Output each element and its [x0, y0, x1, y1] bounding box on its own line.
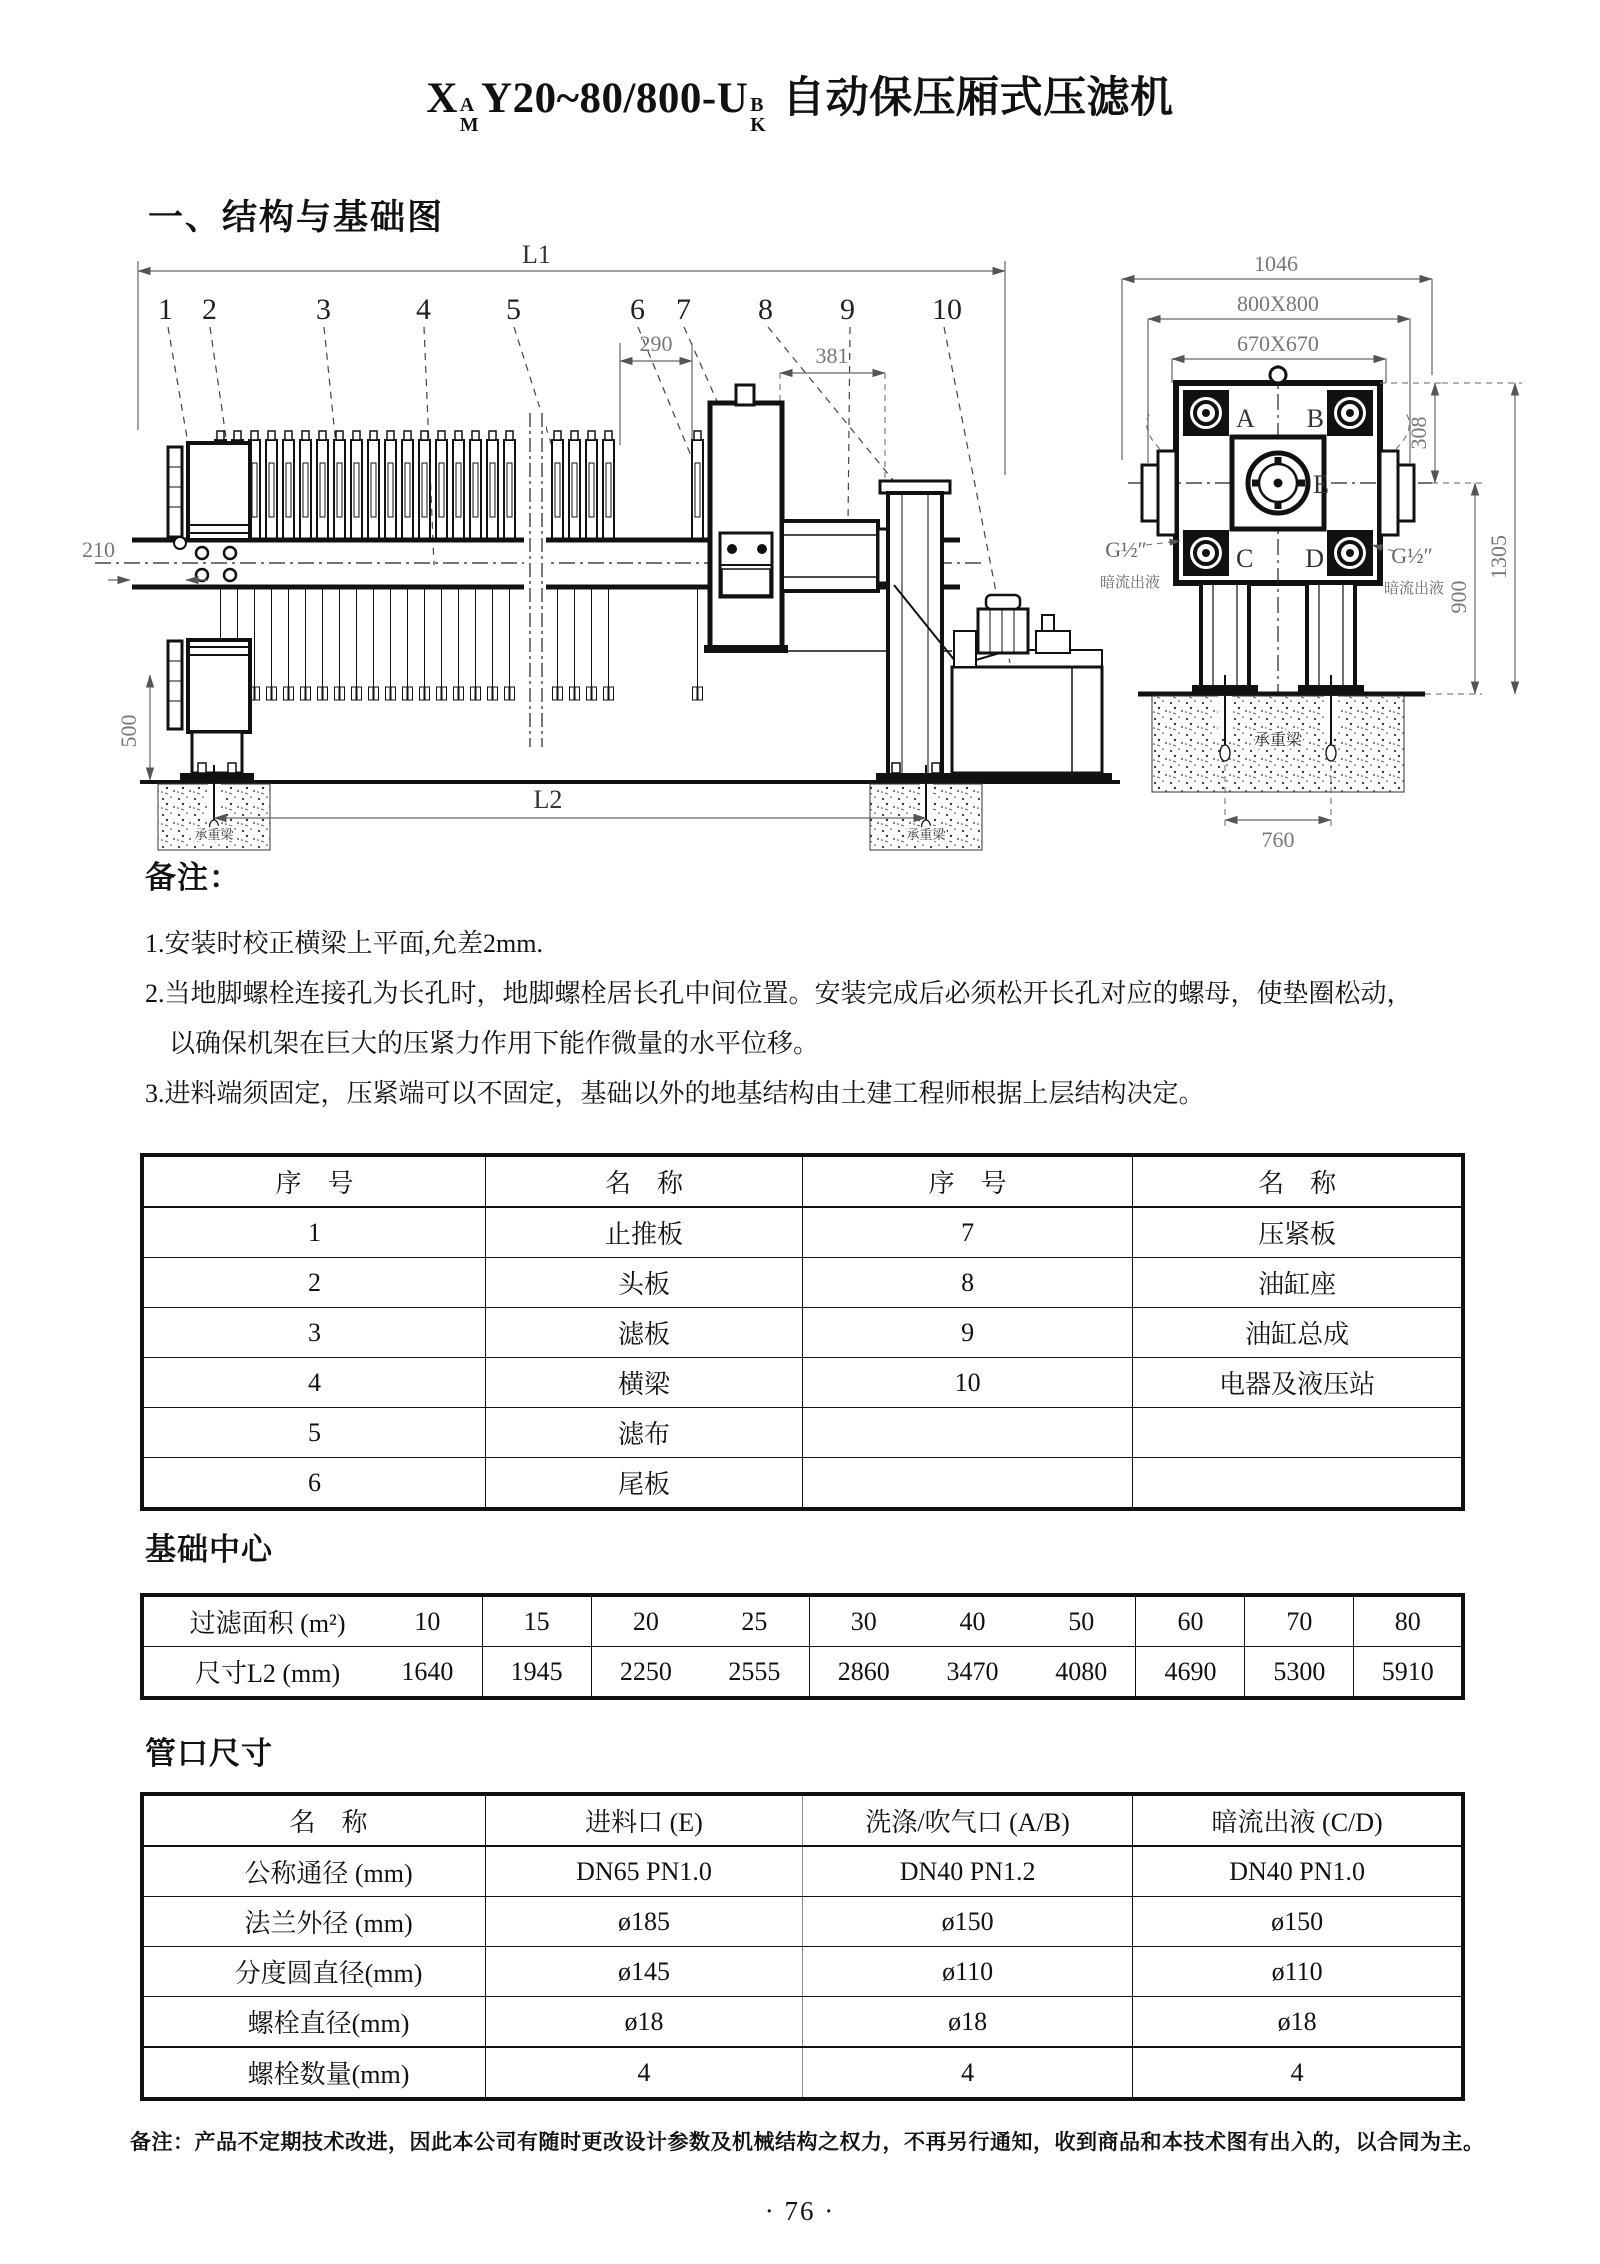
- row-label: 螺栓数量(mm): [142, 2047, 485, 2099]
- structure-and-foundation-drawing: [80, 235, 1540, 865]
- note-line-2b: 以确保机架在巨大的压紧力作用下能作微量的水平位移。: [169, 1029, 820, 1058]
- cell: DN65 PN1.0: [485, 1846, 802, 1897]
- pipe-table: [140, 1792, 1465, 2101]
- row-label: 过滤面积 (m²): [142, 1595, 373, 1647]
- dimension-500: [116, 675, 150, 780]
- table-row: [142, 1258, 1463, 1308]
- cell: 横梁: [485, 1358, 802, 1408]
- row-label: 公称通径 (mm): [142, 1846, 485, 1897]
- cell: 8: [802, 1258, 1132, 1308]
- cylinder-seat-stand: [876, 481, 954, 782]
- port-thread-left: G½″: [1105, 537, 1147, 562]
- port-b-label: B: [1306, 404, 1324, 433]
- table-row: [142, 2047, 1463, 2099]
- table-row: [142, 1408, 1463, 1458]
- page-number: · 76 ·: [764, 2196, 836, 2226]
- cell: [1133, 1408, 1463, 1458]
- dim-800x800-label: 800X800: [1237, 291, 1319, 316]
- cell: 7: [802, 1207, 1132, 1258]
- cell: 4: [802, 2047, 1132, 2099]
- table-row: [142, 1647, 1463, 1699]
- dimension-381: [780, 343, 885, 479]
- callout-4: 4: [416, 293, 431, 326]
- cell: 1: [142, 1207, 485, 1258]
- note-line-2: 2.当地脚螺栓连接孔为长孔时，地脚螺栓居长孔中间位置。安装完成后必须松开长孔对应的螺母，使垫圈松动，: [145, 979, 1413, 1008]
- cell: 2860: [809, 1647, 918, 1699]
- dim-381-label: 381: [815, 343, 849, 368]
- cell: 2: [142, 1258, 485, 1308]
- callout-8: 8: [758, 293, 773, 326]
- table-row: [142, 1595, 1463, 1647]
- dimension-210: [82, 537, 208, 580]
- dim-1046-label: 1046: [1254, 251, 1298, 276]
- table-row: [142, 1997, 1463, 2048]
- cell: 2250: [591, 1647, 700, 1699]
- col-header: 名 称: [1133, 1155, 1463, 1207]
- cell: 1640: [373, 1647, 482, 1699]
- port-e-label: E: [1313, 470, 1329, 499]
- table-row: [142, 1458, 1463, 1510]
- section-heading: 一、结构与基础图: [148, 198, 445, 237]
- table-row: [142, 1358, 1463, 1408]
- filter-plates: [215, 431, 614, 700]
- tail-plate: [692, 431, 703, 700]
- port-note-left: [1100, 537, 1180, 591]
- cell: 80: [1354, 1595, 1463, 1647]
- foundation-beam-label-left: 承重梁: [194, 827, 234, 842]
- dim-900-label: 900: [1446, 580, 1471, 614]
- machine-name: 自动保压厢式压滤机: [782, 75, 1174, 122]
- col-header: 名 称: [485, 1155, 802, 1207]
- cell: 油缸座: [1133, 1258, 1463, 1308]
- callout-5: 5: [506, 293, 521, 326]
- cell: 10: [802, 1358, 1132, 1408]
- cell: 1945: [482, 1647, 591, 1699]
- foundation-beam-label-end: 承重梁: [1253, 732, 1303, 749]
- cell: 4: [142, 1358, 485, 1408]
- cell: 4: [1133, 2047, 1463, 2099]
- cell: 滤布: [485, 1408, 802, 1458]
- cell: 20: [591, 1595, 700, 1647]
- cell: 60: [1136, 1595, 1245, 1647]
- callout-7: 7: [676, 293, 691, 326]
- break-lines: [524, 407, 546, 752]
- cylinder-assembly: [782, 521, 894, 591]
- port-thread-right: G½″: [1391, 543, 1433, 568]
- cell: 5910: [1354, 1647, 1463, 1699]
- callout-2: 2: [202, 293, 217, 326]
- port-desc-right: 暗流出液: [1383, 581, 1445, 597]
- notes-heading: 备注：: [145, 860, 241, 895]
- cell: ø18: [485, 1997, 802, 2048]
- pipe-heading: 管口尺寸: [145, 1736, 273, 1771]
- col-header: 序 号: [802, 1155, 1132, 1207]
- notes-block: [145, 852, 1413, 1119]
- cell: 70: [1245, 1595, 1354, 1647]
- model-prefix: X: [426, 75, 458, 122]
- cell: 30: [809, 1595, 918, 1647]
- table-row: [142, 1308, 1463, 1358]
- dim-500-label: 500: [116, 714, 141, 748]
- row-label: 法兰外径 (mm): [142, 1897, 485, 1947]
- col-header: 洗涤/吹气口 (A/B): [802, 1794, 1132, 1846]
- parts-header-row: [142, 1155, 1463, 1207]
- col-header: 进料口 (E): [485, 1794, 802, 1846]
- cell: 4690: [1136, 1647, 1245, 1699]
- cell: 50: [1027, 1595, 1136, 1647]
- center-port: [1232, 437, 1329, 529]
- front-leg: [180, 732, 254, 782]
- foundation-beam-label-right: 承重梁: [906, 827, 946, 842]
- col-header: 序 号: [142, 1155, 485, 1207]
- cell: 2555: [700, 1647, 809, 1699]
- cell: 5300: [1245, 1647, 1354, 1699]
- dim-1305-label: 1305: [1486, 535, 1511, 579]
- dimension-290: [620, 331, 692, 445]
- cell: 3470: [918, 1647, 1027, 1699]
- cell: [802, 1408, 1132, 1458]
- dim-210-label: 210: [82, 537, 115, 562]
- table-row: [142, 1897, 1463, 1947]
- table-row: [142, 1207, 1463, 1258]
- cell: DN40 PN1.0: [1133, 1846, 1463, 1897]
- cell: ø18: [1133, 1997, 1463, 2048]
- port-desc-left: 暗流出液: [1099, 575, 1161, 591]
- dim-L1-label: L1: [522, 240, 551, 269]
- model-supsub-1: A M: [459, 94, 480, 137]
- cell: ø150: [802, 1897, 1132, 1947]
- cell: ø110: [802, 1947, 1132, 1997]
- callout-6: 6: [630, 293, 645, 326]
- dimension-L2: [214, 785, 926, 818]
- cell: ø150: [1133, 1897, 1463, 1947]
- cell: ø145: [485, 1947, 802, 1997]
- table-row: [142, 1846, 1463, 1897]
- end-view-legs: [1138, 583, 1425, 694]
- cell: ø110: [1133, 1947, 1463, 1997]
- cell: [1133, 1458, 1463, 1510]
- dim-670x670-label: 670X670: [1237, 331, 1319, 356]
- foundation-heading: 基础中心: [145, 1532, 273, 1567]
- cell: 止推板: [485, 1207, 802, 1258]
- pipe-header-row: [142, 1794, 1463, 1846]
- callout-3: 3: [316, 293, 331, 326]
- callout-1: 1: [158, 293, 173, 326]
- dim-290-label: 290: [639, 331, 673, 356]
- table-row: [142, 1947, 1463, 1997]
- cell: 10: [373, 1595, 482, 1647]
- cell: 尾板: [485, 1458, 802, 1510]
- dim-760-label: 760: [1261, 827, 1295, 852]
- cell: 头板: [485, 1258, 802, 1308]
- port-c-label: C: [1236, 544, 1254, 573]
- cell: 4080: [1027, 1647, 1136, 1699]
- dim-308-label: 308: [1406, 416, 1431, 450]
- dimension-1305: [1442, 383, 1522, 694]
- cell: ø185: [485, 1897, 802, 1947]
- cell: 滤板: [485, 1308, 802, 1358]
- col-header: 名 称: [142, 1794, 485, 1846]
- foundation-table: [140, 1593, 1465, 1700]
- cell: 40: [918, 1595, 1027, 1647]
- callout-10: 10: [932, 293, 962, 326]
- dim-L2-label: L2: [533, 785, 563, 814]
- row-label: 螺栓直径(mm): [142, 1997, 485, 2048]
- note-line-3: 3.进料端须固定，压紧端可以不固定，基础以外的地基结构由土建工程师根据上层结构决定。: [145, 1079, 1205, 1108]
- cell: [802, 1458, 1132, 1510]
- footer-note: 备注：产品不定期技术改进，因此本公司有随时更改设计参数及机械结构之权力，不再另行通知，收到商品和本技术图有出入的，以合同为主。: [130, 2130, 1485, 2154]
- cell: 油缸总成: [1133, 1308, 1463, 1358]
- row-label: 分度圆直径(mm): [142, 1947, 485, 1997]
- cell: 9: [802, 1308, 1132, 1358]
- cell: 4: [485, 2047, 802, 2099]
- cell: 3: [142, 1308, 485, 1358]
- page-title: [0, 64, 1600, 135]
- callout-9: 9: [840, 293, 855, 326]
- cell: 5: [142, 1408, 485, 1458]
- end-plate: [1128, 365, 1432, 713]
- parts-table: [140, 1153, 1465, 1511]
- cell: 电器及液压站: [1133, 1358, 1463, 1408]
- row-label: 尺寸L2 (mm): [142, 1647, 373, 1699]
- port-d-label: D: [1305, 544, 1324, 573]
- end-view: [1100, 251, 1522, 852]
- cell: 6: [142, 1458, 485, 1510]
- cell: DN40 PN1.2: [802, 1846, 1132, 1897]
- cell: 压紧板: [1133, 1207, 1463, 1258]
- cell: 25: [700, 1595, 809, 1647]
- model-mid: Y20~80/800-U: [481, 75, 749, 122]
- cell: ø18: [802, 1997, 1132, 2048]
- note-line-1: 1.安装时校正横梁上平面,允差2mm.: [145, 929, 543, 958]
- model-supsub-2: B K: [750, 94, 767, 137]
- col-header: 暗流出液 (C/D): [1133, 1794, 1463, 1846]
- side-view: [82, 240, 1120, 850]
- cell: 15: [482, 1595, 591, 1647]
- port-a-label: A: [1236, 404, 1255, 433]
